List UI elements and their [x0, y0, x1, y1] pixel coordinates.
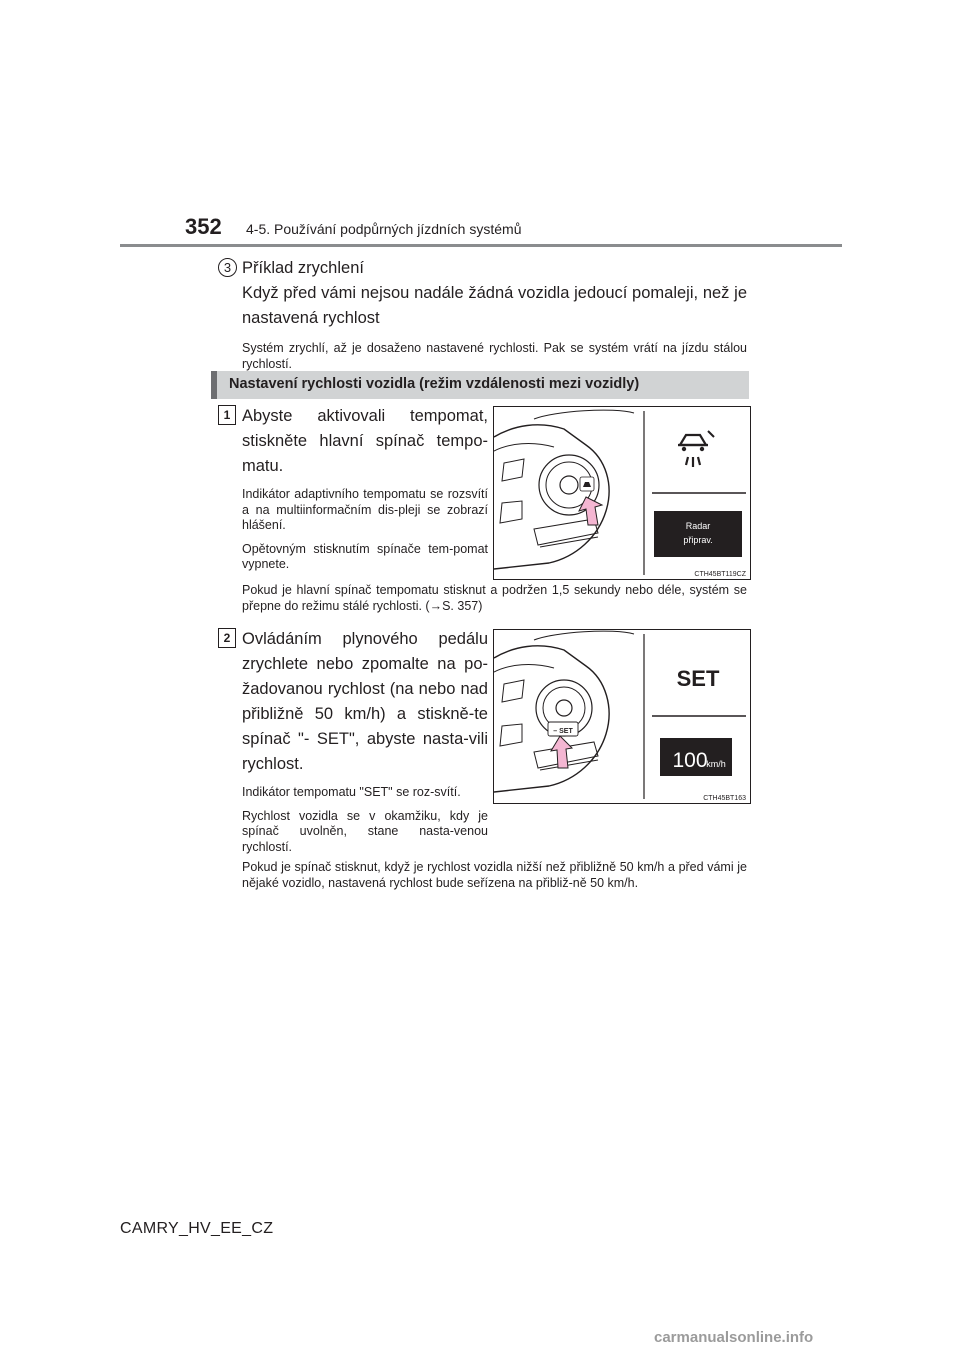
- model-code: CAMRY_HV_EE_CZ: [120, 1220, 274, 1237]
- step3-block: [242, 256, 747, 372]
- step-badge-1: 1: [218, 405, 236, 425]
- display-line2: připrav.: [683, 535, 713, 545]
- set-speed-value: 100: [672, 749, 708, 772]
- header-rule: [120, 244, 842, 247]
- step1-note-a: Indikátor adaptivního tempomatu se rozsvítí a na multiinformačním dis-pleji se zobrazí hlášení.: [242, 487, 488, 532]
- step2-note-a: Indikátor tempomatu "SET" se roz-svítí.: [242, 785, 461, 799]
- step1-instruction: Abyste aktivovali tempomat, stiskněte hlavní spínač tempo-matu.: [242, 407, 488, 475]
- cruise-indicator-icon: [678, 431, 714, 467]
- step2-note-b: Rychlost vozidla se v okamžiku, kdy je spínač uvolněn, stane nasta-venou rychlostí.: [242, 808, 488, 854]
- step2-block: [242, 627, 488, 855]
- mid-display-message: [654, 511, 742, 557]
- step2-instruction: Ovládáním plynového pedálu zrychlete nebo zpomalte na po-žadovanou rychlost (na nebo nad přibližně 50 km/h) a stiskně-te spínač "- SET", abyste nasta-vili rychlost.: [242, 630, 488, 773]
- step-badge-2: 2: [218, 628, 236, 648]
- figure-main-switch-drawing: [494, 407, 750, 579]
- step1-block: [242, 404, 488, 573]
- set-speed-unit: km/h: [706, 759, 726, 769]
- display-line1: Radar: [685, 521, 711, 531]
- figure-set-switch: [493, 629, 751, 804]
- section-heading-bar: [211, 371, 749, 399]
- step2-note-full: Pokud je spínač stisknut, když je rychlost vozidla nižší než přibližně 50 km/h a před vámi je nějaké vozidlo, nastavená rychlost bude seřízena na přibliž-ně 50 km/h.: [242, 860, 747, 890]
- step1-note-b: Opětovným stisknutím spínače tem-pomat vypnete.: [242, 541, 488, 571]
- step3-title: Příklad zrychlení: [242, 259, 364, 277]
- press-arrow-icon: [551, 736, 572, 768]
- step3-note: Systém zrychlí, až je dosaženo nastavené rychlosti. Pak se systém vrátí na jízdu stálou rychlostí.: [242, 341, 747, 371]
- section-title: 4-5. Používání podpůrných jízdních systémů: [246, 221, 522, 237]
- figure-code: CTH45BT163: [703, 795, 746, 802]
- watermark: carmanualsonline.info: [654, 1329, 814, 1346]
- page-number: 352: [185, 214, 222, 239]
- figure-main-switch: [493, 406, 751, 580]
- figure-code: CTH45BT119CZ: [694, 571, 746, 578]
- step1-note-full: Pokud je hlavní spínač tempomatu stisknut a podržen 1,5 sekundy nebo déle, systém se přepne do režimu stálé rychlosti. (→S. 357): [242, 583, 747, 613]
- section-heading: Nastavení rychlosti vozidla (režim vzdálenosti mezi vozidly): [229, 376, 640, 392]
- step3-body: Když před vámi nejsou nadále žádná vozidla jedoucí pomaleji, než je nastavená rychlost: [242, 284, 747, 327]
- step-badge-3: 3: [218, 258, 237, 277]
- set-switch-label: – SET: [553, 728, 573, 735]
- figure-set-switch-drawing: [494, 630, 750, 803]
- set-indicator: SET: [676, 666, 720, 691]
